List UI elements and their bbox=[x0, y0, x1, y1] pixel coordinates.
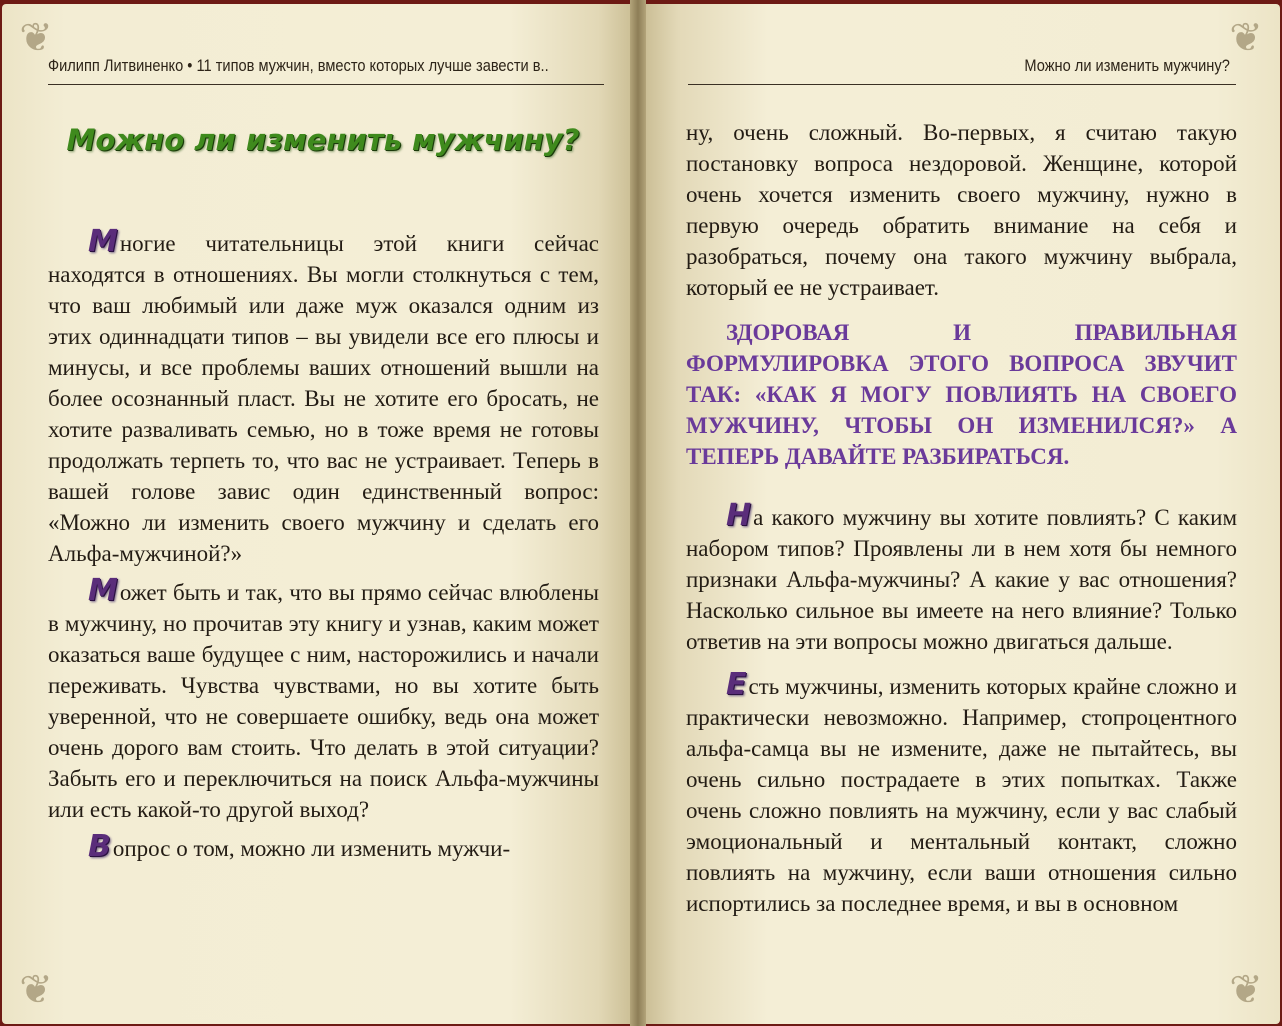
book-spine bbox=[630, 0, 646, 1026]
corner-ornament-icon: ❦ bbox=[1229, 967, 1263, 1013]
paragraph bbox=[48, 226, 599, 569]
header-rule bbox=[48, 84, 604, 85]
drop-cap: Е bbox=[726, 667, 747, 702]
chapter-title: Можно ли изменить мужчину? bbox=[66, 123, 580, 157]
corner-ornament-icon: ❦ bbox=[19, 15, 53, 61]
paragraph-text: ожет быть и так, что вы прямо сейчас влюблены в мужчину, но прочитав эту книгу и узнав, каким может оказаться ваше будущее с ним, насторожились и начали переживать. Чувства чувствами, но вы хотите быть уверенной, что не совершаете ошибку, ведь она может очень дорого вам стоить. Что делать в этой ситуации? Забыть его и переключиться на поиск Альфа-мужчины или есть какой-то другой выход? bbox=[48, 580, 599, 822]
drop-cap: Н bbox=[726, 498, 752, 533]
running-head-left: Филипп Литвиненко • 11 типов мужчин, вместо которых лучше завести в.. bbox=[48, 56, 549, 75]
emphasis-callout: ЗДОРОВАЯ И ПРАВИЛЬНАЯ ФОРМУЛИРОВКА ЭТОГО ВОПРОСА ЗВУЧИТ ТАК: «КАК Я МОГУ ПОВЛИЯТЬ НА СВОЕГО МУЖЧИНУ, ЧТОБЫ ОН ИЗМЕНИЛСЯ?» А ТЕПЕРЬ ДАВАЙТЕ РАЗБИРАТЬСЯ. bbox=[686, 320, 1237, 469]
paragraph bbox=[686, 669, 1237, 919]
paragraph-text: опрос о том, можно ли изменить мужчи- bbox=[112, 836, 511, 861]
paragraph bbox=[686, 500, 1237, 657]
corner-ornament-icon: ❦ bbox=[1229, 15, 1263, 61]
right-continuation-text bbox=[686, 117, 1237, 303]
running-head-right: Можно ли изменить мужчину? bbox=[1024, 56, 1230, 75]
drop-cap: М bbox=[88, 224, 118, 259]
right-body-text bbox=[686, 500, 1237, 919]
paragraph-text: ногие читательницы этой книги сейчас находятся в отношениях. Вы могли столкнуться с тем, что ваш любимый или даже муж оказался одним из этих одиннадцати типов – вы увидели все его плюсы и минусы, и все проблемы ваших отношений вышли на более осознанный пласт. Вы не хотите его бросать, не хотите разваливать семью, но в тоже время не готовы продолжать терпеть то, что вас не устраивает. Теперь в вашей голове завис один единственный вопрос: «Можно ли изменить своего мужчину и сделать его Альфа-мужчиной?» bbox=[48, 231, 599, 566]
paragraph-text: сть мужчины, изменить которых крайне сложно и практически невозможно. Например, стопроцентного альфа-самца вы не измените, даже не пытайтесь, вы очень сильно пострадаете в этих попытках. Также очень сложно повлиять на мужчину, если у вас слабый эмоциональный и ментальный контакт, сложно повлиять на мужчину, если ваши отношения сильно испортились за последнее время, и вы в основном bbox=[686, 674, 1237, 916]
paragraph bbox=[48, 831, 599, 864]
drop-cap: М bbox=[88, 573, 118, 608]
corner-ornament-icon: ❦ bbox=[19, 967, 53, 1013]
left-page bbox=[2, 4, 636, 1024]
paragraph bbox=[48, 575, 599, 825]
paragraph-text: а какого мужчину вы хотите повлиять? С каким набором типов? Проявлены ли в нем хотя бы немного признаки Альфа-мужчины? А какие у вас отношения? Насколько сильное вы имеете на него влияние? Только ответив на эти вопросы можно двигаться дальше. bbox=[686, 505, 1237, 654]
header-rule bbox=[688, 84, 1236, 85]
left-body-text bbox=[48, 226, 599, 864]
drop-cap: В bbox=[88, 829, 111, 864]
paragraph: ну, очень сложный. Во-первых, я считаю такую постановку вопроса нездоровой. Женщине, которой очень хочется изменить своего мужчину, нужно в первую очередь обратить внимание на себя и разобраться, почему она такого мужчину выбрала, который ее не устраивает. bbox=[686, 120, 1237, 300]
right-page bbox=[640, 4, 1280, 1024]
